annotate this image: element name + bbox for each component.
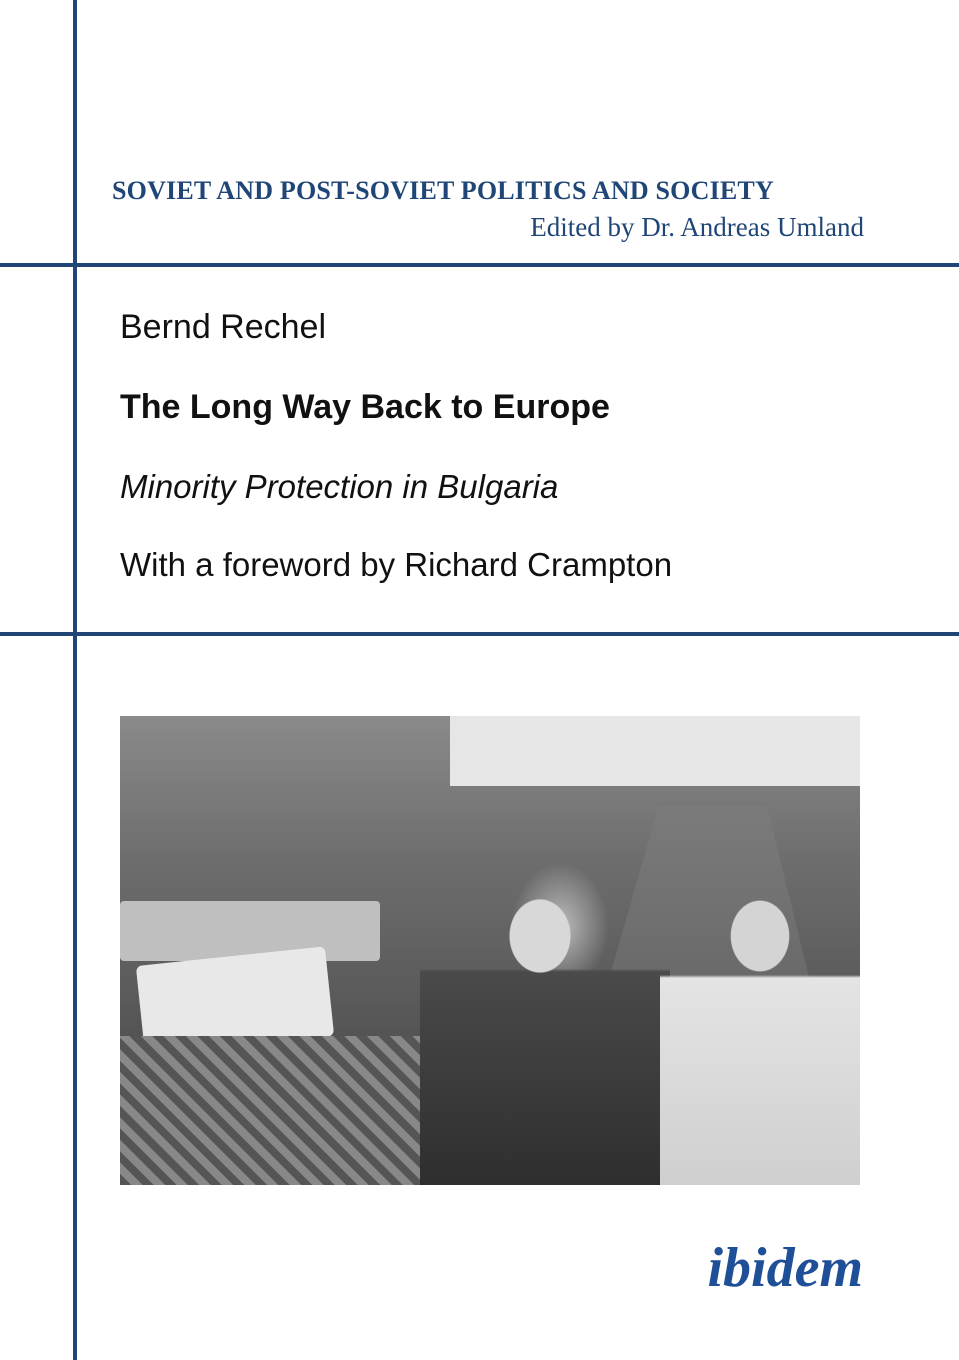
series-editor: Edited by Dr. Andreas Umland xyxy=(530,212,864,242)
photo-sky xyxy=(450,716,860,786)
vertical-rule xyxy=(73,0,77,1360)
photo-girl-left xyxy=(420,876,670,1185)
book-title: The Long Way Back to Europe xyxy=(120,388,610,426)
book-subtitle: Minority Protection in Bulgaria xyxy=(120,468,559,505)
photo-girl-right xyxy=(660,876,860,1185)
horizontal-rule-bottom xyxy=(0,632,959,636)
series-title: SOVIET AND POST-SOVIET POLITICS AND SOCIETY xyxy=(112,176,774,205)
book-author: Bernd Rechel xyxy=(120,308,327,346)
book-foreword: With a foreword by Richard Crampton xyxy=(120,546,673,583)
horizontal-rule-top xyxy=(0,263,959,267)
publisher-logo: ibidem xyxy=(707,1237,863,1299)
photo-sofa xyxy=(120,1036,420,1185)
photo-tub xyxy=(120,901,380,961)
cover-photo xyxy=(120,716,860,1185)
